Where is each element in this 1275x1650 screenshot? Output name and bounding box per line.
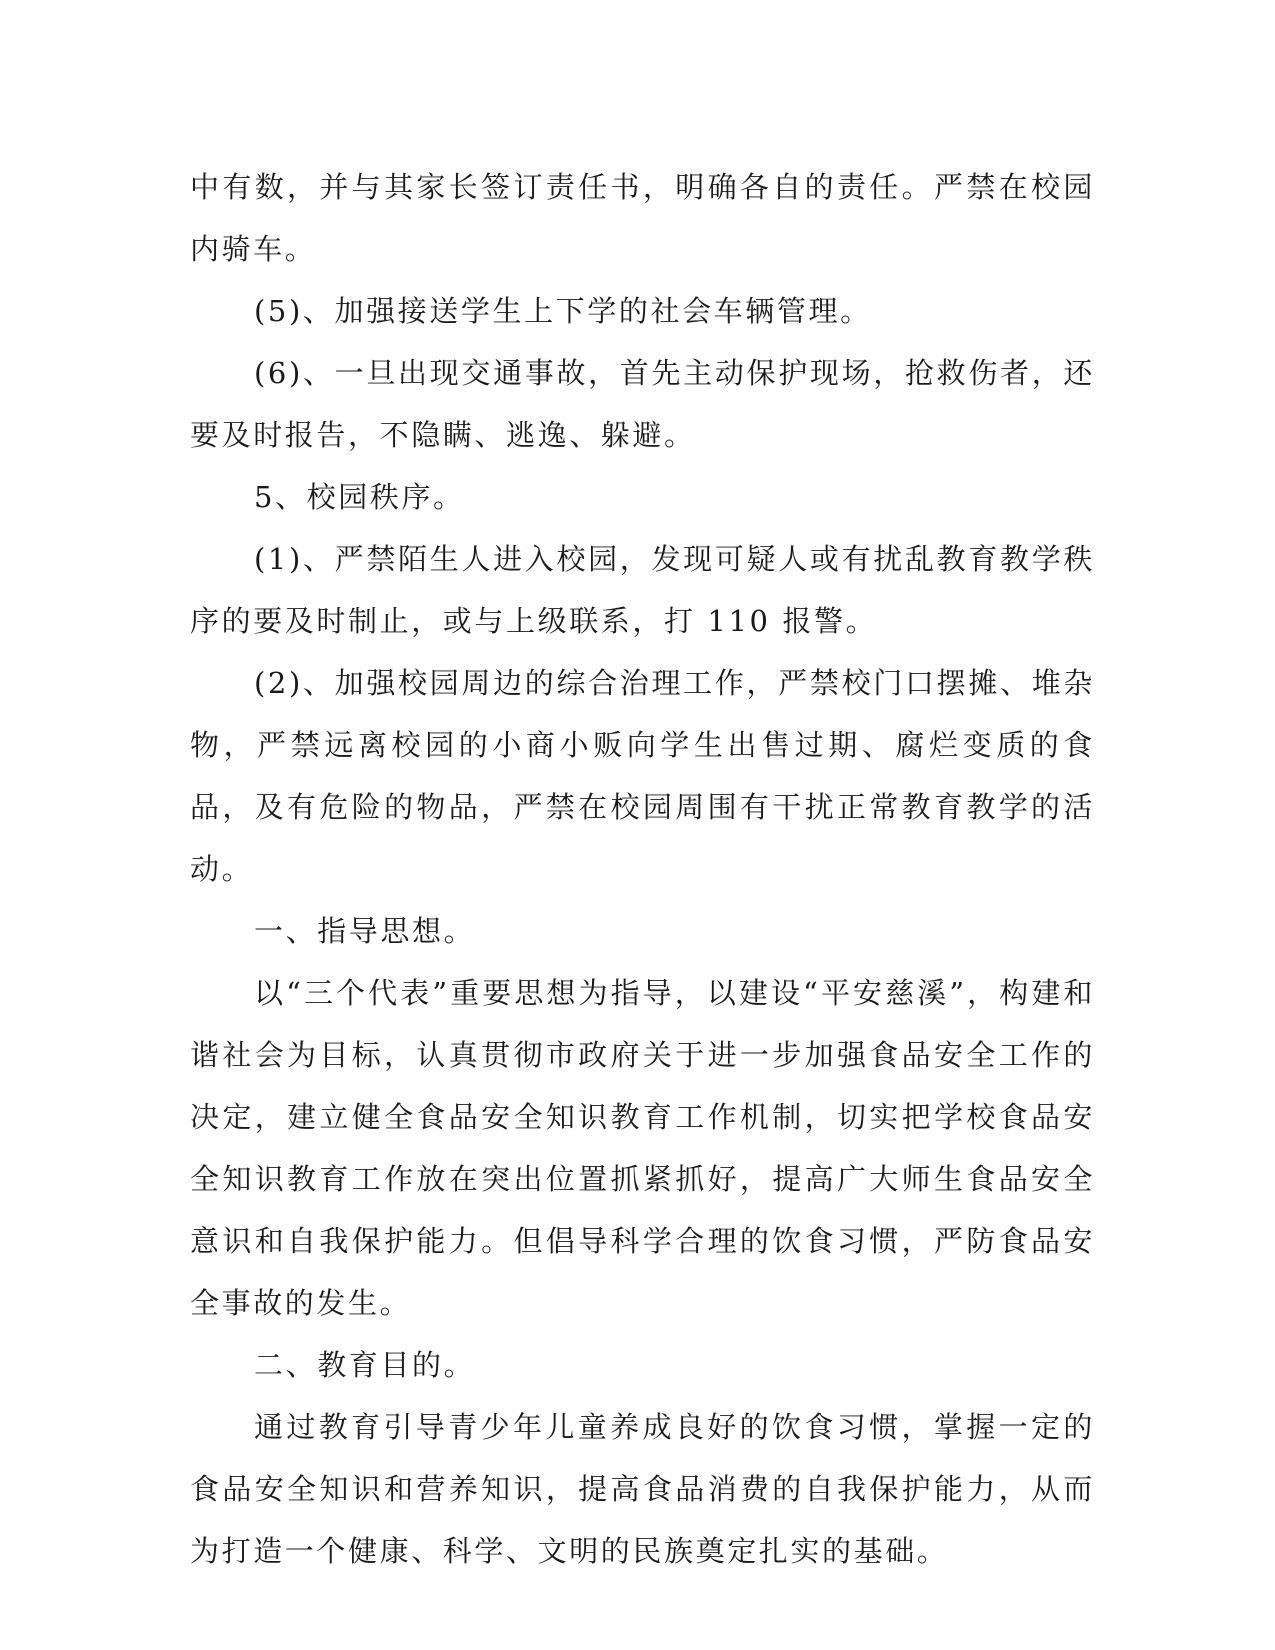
section-heading-education-purpose: 二、教育目的。 — [254, 1348, 476, 1382]
document-body — [190, 156, 1095, 1582]
paragraph-continuation: 中有数，并与其家长签订责任书，明确各自的责任。严禁在校园内骑车。 — [190, 170, 1095, 266]
section-heading-guiding-ideology: 一、指导思想。 — [254, 914, 476, 948]
paragraph-item-2-surroundings: (2)、加强校园周边的综合治理工作，严禁校门口摆摊、堆杂物，严禁远离校园的小商小贩向学生出售过期、腐烂变质的食品，及有危险的物品，严禁在校园周围有干扰正常教育教学的活动。 — [190, 666, 1095, 886]
paragraph-education-purpose: 通过教育引导青少年儿童养成良好的饮食习惯，掌握一定的食品安全知识和营养知识，提高食品消费的自我保护能力，从而为打造一个健康、科学、文明的民族奠定扎实的基础。 — [190, 1410, 1095, 1568]
paragraph-item-5-vehicles: (5)、加强接送学生上下学的社会车辆管理。 — [254, 294, 872, 328]
paragraph-item-1-strangers: (1)、严禁陌生人进入校园，发现可疑人或有扰乱教育教学秩序的要及时制止，或与上级联系，打 110 报警。 — [190, 542, 1095, 638]
paragraph-item-6-accident: (6)、一旦出现交通事故，首先主动保护现场，抢救伤者，还要及时报告，不隐瞒、逃逸、躲避。 — [190, 356, 1095, 452]
paragraph-guiding-ideology: 以“三个代表”重要思想为指导，以建设“平安慈溪”，构建和谐社会为目标，认真贯彻市政府关于进一步加强食品安全工作的决定，建立健全食品安全知识教育工作机制，切实把学校食品安全知识教育工作放在突出位置抓紧抓好，提高广大师生食品安全意识和自我保护能力。但倡导科学合理的饮食习惯，严防食品安全事故的发生。 — [190, 976, 1095, 1320]
section-heading-campus-order: 5、校园秩序。 — [254, 480, 465, 514]
